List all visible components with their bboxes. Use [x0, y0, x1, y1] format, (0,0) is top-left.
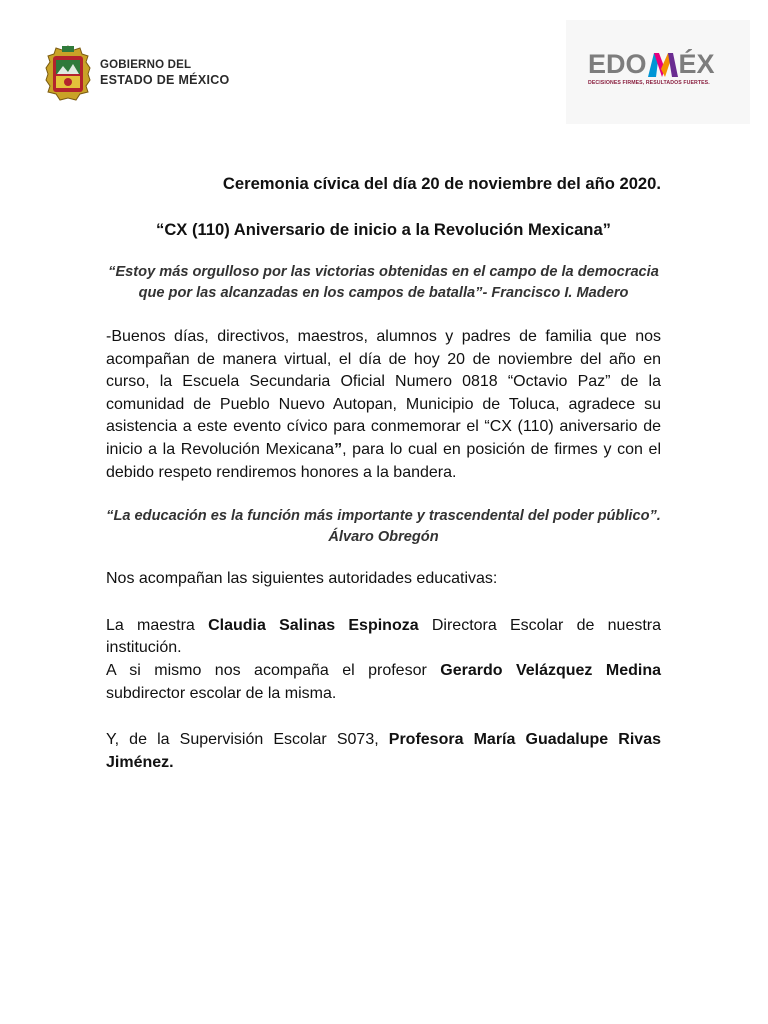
- director-paragraph: [106, 615, 661, 660]
- coat-of-arms-icon: [44, 44, 92, 102]
- supervision-paragraph: [106, 729, 661, 774]
- gobierno-line-2: ESTADO DE MÉXICO: [100, 73, 230, 87]
- subdirector-paragraph: [106, 660, 661, 705]
- document-subtitle: “CX (110) Aniversario de inicio a la Revolución Mexicana”: [156, 220, 611, 239]
- welcome-text-a: -Buenos días, directivos, maestros, alumnos y padres de familia que nos acompañan de manera virtual, el día de hoy 20 de noviembre del año en curso, la Escuela Secundaria Oficial Numero 0818 “Octavio Paz” de la comunidad de Pueblo Nuevo Autopan, Municipio de Toluca, agradece su asistencia a este evento cívico para conmemorar el “CX (110) aniversario de inicio a la Revolución Mexicana: [106, 328, 661, 458]
- subdirector-text-b: subdirector escolar de la misma.: [106, 684, 337, 702]
- edomex-left-text: EDO: [588, 49, 647, 79]
- quote-obregon: “La educación es la función más importante y trascendental del poder público”. Álvaro Obregón: [106, 508, 661, 546]
- gobierno-line-1: GOBIERNO DEL: [100, 59, 192, 71]
- welcome-text-b: , para lo cual en posición de firmes y con el debido respeto rendiremos honores a la bandera.: [106, 440, 662, 481]
- director-text-a: La maestra: [106, 616, 209, 634]
- director-text-b: Directora Escolar de nuestra institución.: [106, 616, 662, 657]
- document-header: [0, 0, 768, 130]
- quote-madero: “Estoy más orgulloso por las victorias obtenidas en el campo de la democracia que por las alcanzadas en los campos de batalla”- Francisco I. Madero: [108, 264, 659, 301]
- edomex-right-text: ÉX: [678, 49, 715, 79]
- director-name: Claudia Salinas Espinoza: [208, 616, 419, 634]
- supervision-text-a: Y, de la Supervisión Escolar S073,: [106, 731, 389, 749]
- gobierno-text: [100, 58, 230, 88]
- colorful-m-icon: [648, 53, 678, 77]
- subdirector-name: Gerardo Velázquez Medina: [440, 661, 661, 679]
- edomex-logo: [566, 20, 750, 124]
- authorities-intro: Nos acompañan las siguientes autoridades educativas:: [106, 570, 498, 588]
- supervisor-name: Profesora María Guadalupe Rivas Jiménez.: [106, 731, 661, 771]
- edomex-wordmark: [588, 51, 715, 78]
- edomex-tagline: DECISIONES FIRMES, RESULTADOS FUERTES.: [588, 80, 710, 86]
- document-title: Ceremonia cívica del día 20 de noviembre del año 2020.: [222, 174, 661, 193]
- subdirector-text-a: A si mismo nos acompaña el profesor: [106, 661, 441, 679]
- welcome-bold-quote: ”: [334, 440, 343, 458]
- gobierno-logo: [44, 44, 230, 102]
- document-body: [106, 172, 661, 774]
- welcome-paragraph: [106, 326, 661, 484]
